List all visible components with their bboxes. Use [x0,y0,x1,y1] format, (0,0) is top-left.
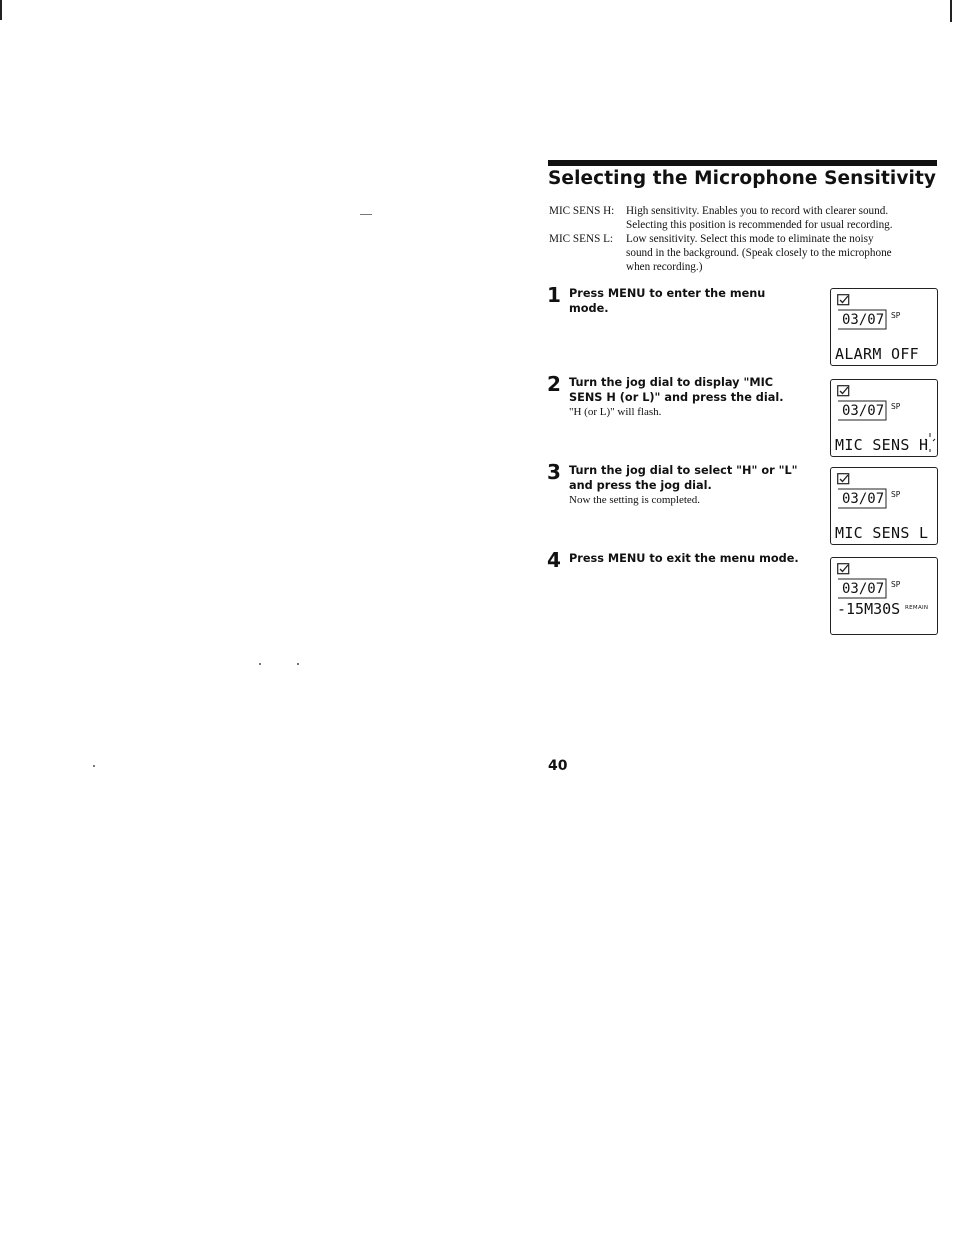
step-number: 4 [547,548,561,572]
lcd-display-alarm-off [830,288,938,366]
display-text: ALARM OFF [835,345,919,363]
definition-term: MIC SENS H: [549,205,615,217]
section-title: Selecting the Microphone Sensitivity [548,168,937,189]
scan-speck [259,663,261,665]
scan-edge-mark-right [950,0,952,22]
remaining-time-value: -15M30S [837,600,901,618]
step-3 [547,461,802,507]
lcd-display-remaining-time [830,557,938,635]
definition-description [626,232,941,274]
step-instruction: Press MENU to exit the menu mode. [569,552,799,565]
message-counter [836,398,889,424]
recording-mode: SP [891,580,901,589]
definition-line: sound in the background. (Speak closely to the microphone [626,247,892,259]
message-counter [836,486,889,512]
definition-list [549,204,941,274]
display-text: MIC SENS H [835,436,929,454]
scan-speck [93,765,95,767]
checkbox-icon [837,563,850,575]
step-number: 1 [547,283,561,307]
scan-speck [360,214,372,215]
flashing-indicator-icon [923,431,937,453]
step-instruction: Turn the jog dial to select "H" or "L" and press the jog dial. [569,464,798,492]
scan-edge-mark-left [0,0,2,20]
step-note: "H (or L)" will flash. [569,406,662,418]
definition-line: Low sensitivity. Select this mode to eliminate the noisy [626,233,874,245]
lcd-display-mic-sens-l [830,467,938,545]
definition-line: High sensitivity. Enables you to record with clearer sound. [626,205,889,217]
checkbox-icon [837,473,850,485]
step-2 [547,373,802,419]
message-counter-value: 03/07 [842,403,885,419]
step-4 [547,549,802,571]
step-1 [547,284,802,316]
step-instruction: Turn the jog dial to display "MIC SENS H (or L)" and press the dial. [569,376,784,404]
message-counter-value: 03/07 [842,491,885,507]
recording-mode: SP [891,311,901,320]
message-counter [836,576,889,602]
checkbox-icon [837,385,850,397]
page-number: 40 [548,758,568,774]
display-text: MIC SENS L [835,524,929,542]
recording-mode: SP [891,490,901,499]
checkbox-icon [837,294,850,306]
recording-mode: SP [891,402,901,411]
message-counter-value: 03/07 [842,581,885,597]
definition-description [626,204,941,232]
definition-mic-sens-l [549,232,941,274]
remaining-time-label: REMAIN [905,605,929,611]
section-rule [548,160,937,166]
step-number: 2 [547,372,561,396]
step-instruction: Press MENU to enter the menu mode. [569,287,766,315]
step-note: Now the setting is completed. [569,494,701,506]
step-number: 3 [547,460,561,484]
message-counter-value: 03/07 [842,312,885,328]
message-counter [836,307,889,333]
definition-term: MIC SENS L: [549,233,614,245]
lcd-display-mic-sens-h [830,379,938,457]
definition-mic-sens-h [549,204,941,232]
definition-line: when recording.) [626,261,703,273]
definition-line: Selecting this position is recommended for usual recording. [626,219,893,231]
scan-speck [297,663,299,665]
